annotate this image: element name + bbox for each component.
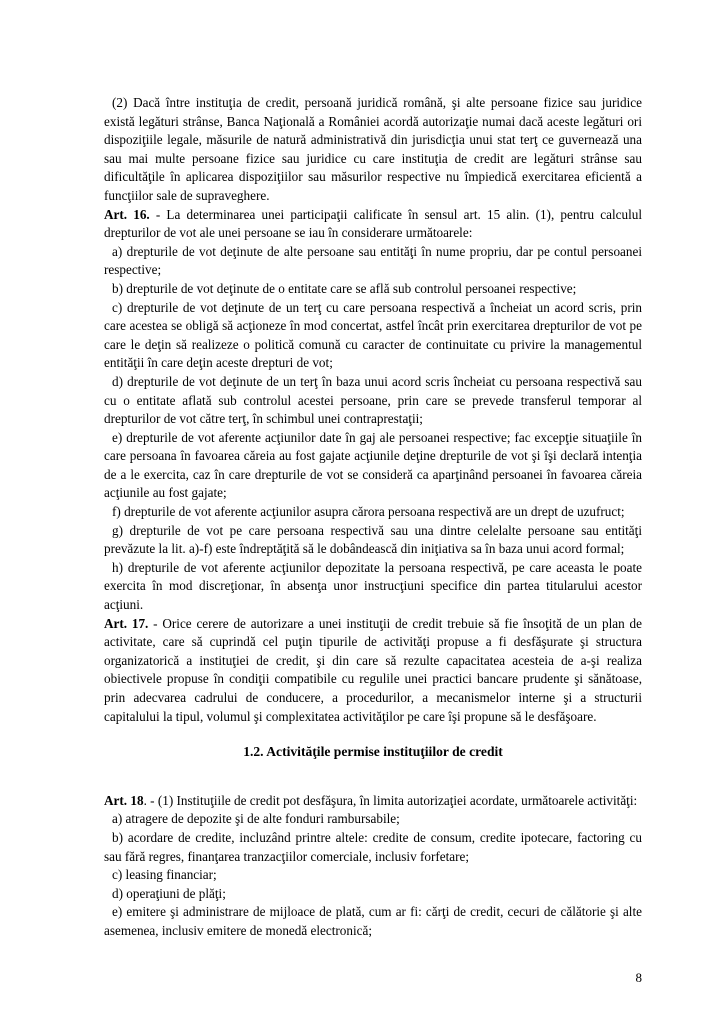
article-text: . - (1) Instituţiile de credit pot desfăşura, în limita autorizaţiei acordate, următoarele activităţi: — [143, 792, 638, 808]
list-item-a: a) drepturile de vot deţinute de alte persoane sau entităţi în nume propriu, dar pe contul persoanei respective; — [104, 243, 642, 278]
activity-item-b: b) acordare de credite, incluzând printre altele: credite de consum, credite ipotecare, factoring cu sau fără regres, finanţarea tranzacţiilor comerciale, inclusiv forfetare; — [104, 829, 642, 864]
list-item-g: g) drepturile de vot pe care persoana respectivă sau una dintre celelalte persoane sau entităţi prevăzute la lit. a)-f) este îndreptăţită să le dobândească din iniţiativa sa în baza unui acord formal; — [104, 522, 642, 557]
article-text: - Orice cerere de autorizare a unei instituţii de credit trebuie să fie însoţită de un plan de activitate, care să cuprindă cel puţin tipurile de activităţi propuse a fi desfăşurate şi structura organizatorică a instituţiei de credit, şi din care să rezulte capacitatea acesteia de a-şi realiza obiectivele propuse în condiţii compatibile cu regulile unei practici bancare prudente şi sănătoase, prin adecvarea cadrului de conducere, a procedurilor, a mecanismelor interne şi a structurii capitalului la tipul, volumul şi complexitatea activităţilor pe care îşi propune să le desfăşoare. — [104, 615, 642, 724]
article-number: Art. 18 — [104, 792, 144, 808]
paragraph-art17 — [104, 615, 642, 727]
section-heading: 1.2. Activităţile permise instituţiilor de credit — [243, 744, 503, 760]
list-item-c: c) drepturile de vot deţinute de un terţ cu care persoana respectivă a încheiat un acord scris, prin care acestea se obligă să acţioneze în mod concertat, astfel încât prin exercitarea drepturilor de vot pe care le deţin să realizeze o politică comună cu caracter de continuitate cu privire la managementul entităţii în care deţin aceste drepturi de vot; — [104, 299, 642, 371]
activity-item-e: e) emitere şi administrare de mijloace de plată, cum ar fi: cărţi de credit, cecuri de călătorie şi alte asemenea, inclusiv emitere de monedă electronică; — [104, 904, 642, 938]
paragraph-art18 — [104, 792, 642, 811]
list-item-f: f) drepturile de vot aferente acţiunilor asupra cărora persoana respectivă are un drept de uzufruct; — [112, 504, 625, 520]
list-item-d: d) drepturile de vot deţinute de un terţ în baza unui acord scris încheiat cu persoana respectivă sau cu o entitate aflată sub controlul acestei persoane, prin care se prevede transferul temporar al drepturilor de vot către terţ, în schimbul unei contraprestaţii; — [104, 373, 642, 427]
paragraph-art15-2: (2) Dacă între instituţia de credit, persoană juridică română, şi alte persoane fizice sau juridice există legături strânse, Banca Naţională a României acordă autorizaţie numai dacă aceste legături ori dispoziţiile legale, măsurile de natură administrativă din jurisdicţia unui stat terţ ce guvernează una sau mai multe persoane fizice sau juridice cu care instituţia de credit are legături strânse sau dificultăţile în aplicarea dispoziţiilor sau măsurilor respective nu împiedică exercitarea eficientă a funcţiilor sale de supraveghere. — [104, 95, 642, 203]
activity-item-d: d) operaţiuni de plăţi; — [112, 885, 226, 901]
activity-item-a: a) atragere de depozite şi de alte fonduri rambursabile; — [112, 811, 400, 827]
list-item-e: e) drepturile de vot aferente acţiunilor date în gaj ale persoanei respective; fac excepţie situaţiile în care persoana în favoarea căreia au fost gajate acţiunile deţine drepturile de vot şi îşi declară intenţia de a le exercita, caz în care drepturile de vot se consideră ca aparţinând persoanei în favoarea căreia acţiunile au fost gajate; — [104, 429, 642, 501]
list-item-b: b) drepturile de vot deţinute de o entitate care se află sub controlul persoanei respective; — [112, 280, 577, 296]
page-number: 8 — [635, 970, 642, 985]
article-number: Art. 17. — [104, 615, 149, 631]
document-body — [104, 94, 642, 941]
article-number: Art. 16. — [104, 206, 150, 222]
list-item-h: h) drepturile de vot aferente acţiunilor depozitate la persoana respectivă, pe care aceasta le poate exercita în mod discreţionar, în absenţa unor instrucţiuni specifice din partea titularului acestor acţiuni. — [104, 559, 642, 613]
article-text: - La determinarea unei participaţii calificate în sensul art. 15 alin. (1), pentru calculul drepturilor de vot ale unei persoane se iau în considerare următoarele: — [104, 206, 642, 241]
activity-item-c: c) leasing financiar; — [112, 867, 217, 883]
paragraph-art16 — [104, 206, 642, 243]
